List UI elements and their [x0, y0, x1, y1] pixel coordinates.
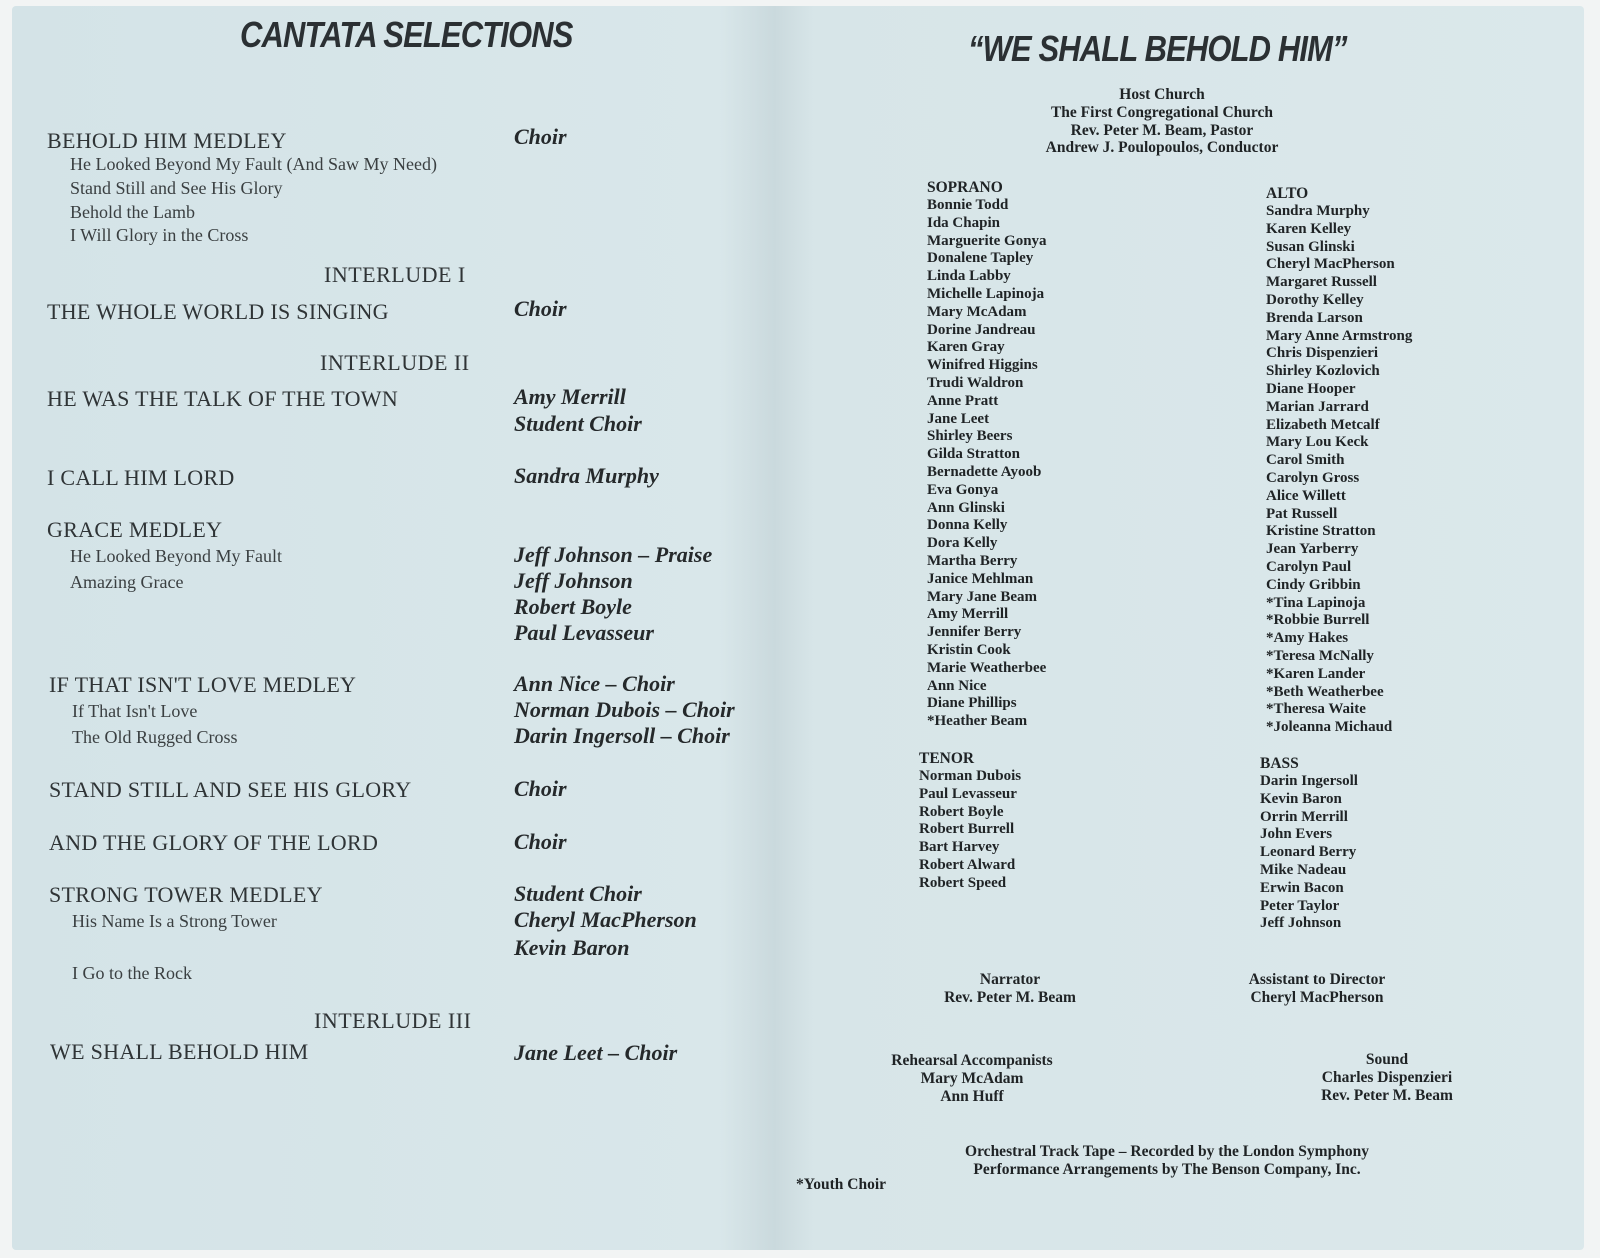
accompanist-name: Ann Huff: [940, 1087, 1004, 1105]
member-name: Robert Alward: [919, 856, 1016, 873]
assistant-block: [1207, 971, 1427, 1007]
member-name: Amy Merrill: [927, 606, 1009, 623]
performer: Jane Leet – Choir: [514, 1040, 678, 1065]
performer: Amy Merrill: [514, 384, 626, 409]
member-name: *Robbie Burrell: [1266, 612, 1370, 629]
section-heading: BASS: [1260, 755, 1299, 772]
member-name: Mary Jane Beam: [927, 588, 1037, 605]
performer: Jeff Johnson – Praise: [514, 542, 713, 567]
member-name: Donalene Tapley: [927, 250, 1034, 267]
performer: Choir: [514, 829, 567, 854]
song-title: Stand Still and See His Glory: [70, 178, 283, 198]
selection-title: THE WHOLE WORLD IS SINGING: [47, 299, 389, 324]
song-title: I Go to the Rock: [72, 963, 192, 983]
performer: Robert Boyle: [514, 594, 632, 619]
member-name: Kristine Stratton: [1266, 523, 1376, 540]
member-name: Linda Labby: [927, 268, 1011, 285]
performer: Kevin Baron: [514, 935, 630, 960]
performer: Choir: [514, 124, 567, 149]
member-name: *Joleanna Michaud: [1266, 719, 1393, 736]
selection-title: I CALL HIM LORD: [47, 465, 235, 490]
member-name: Brenda Larson: [1266, 309, 1363, 326]
performer: Paul Levasseur: [514, 620, 654, 645]
member-name: Winifred Higgins: [927, 357, 1038, 374]
narrator-name: Rev. Peter M. Beam: [944, 988, 1076, 1006]
member-name: Carolyn Paul: [1266, 558, 1352, 575]
member-name: Norman Dubois: [919, 768, 1022, 784]
orchestral-credit: Orchestral Track Tape – Recorded by the London Symphony: [965, 1143, 1369, 1160]
cantata-title: “WE SHALL BEHOLD HIM”: [968, 28, 1347, 69]
alto-section: [1266, 185, 1412, 737]
section-heading: TENOR: [919, 750, 975, 767]
pastor: Rev. Peter M. Beam, Pastor: [1070, 121, 1254, 139]
member-name: Janice Mehlman: [927, 570, 1034, 587]
member-name: Martha Berry: [927, 552, 1018, 569]
member-name: Shirley Beers: [927, 428, 1013, 445]
host-church: The First Congregational Church: [1050, 103, 1274, 121]
member-name: Ann Nice: [927, 677, 987, 694]
performer: Sandra Murphy: [514, 463, 659, 488]
performer: Student Choir: [514, 881, 642, 906]
selection-title: HE WAS THE TALK OF THE TOWN: [47, 386, 399, 411]
narrator-block: [910, 971, 1110, 1007]
song-title: If That Isn't Love: [72, 701, 198, 721]
performer: Choir: [514, 776, 567, 801]
song-title: He Looked Beyond My Fault: [70, 546, 282, 566]
youth-choir-note: *Youth Choir: [796, 1176, 887, 1193]
section-heading: ALTO: [1266, 185, 1309, 202]
performer: Choir: [514, 296, 567, 321]
member-name: Karen Gray: [927, 339, 1005, 356]
accompanist-name: Mary McAdam: [920, 1069, 1024, 1087]
member-name: *Teresa McNally: [1266, 647, 1374, 664]
member-name: Marian Jarrard: [1266, 398, 1369, 415]
page-title: CANTATA SELECTIONS: [240, 14, 573, 55]
member-name: Diane Phillips: [927, 695, 1017, 712]
soprano-section: [927, 179, 1047, 731]
sound-name: Rev. Peter M. Beam: [1321, 1086, 1453, 1104]
member-name: Orrin Merrill: [1260, 808, 1348, 825]
song-title: He Looked Beyond My Fault (And Saw My Need): [70, 154, 437, 174]
sound-name: Charles Dispenzieri: [1321, 1068, 1453, 1086]
member-name: Mary Lou Keck: [1266, 434, 1369, 451]
conductor: Andrew J. Poulopoulos, Conductor: [1045, 139, 1279, 157]
arrangement-credit: Performance Arrangements by The Benson Company, Inc.: [973, 1160, 1361, 1178]
member-name: Mary Anne Armstrong: [1266, 327, 1413, 344]
host-info: [952, 86, 1372, 157]
member-name: Bonnie Todd: [927, 197, 1009, 213]
member-name: Diane Hooper: [1266, 380, 1356, 397]
member-list: [919, 768, 1021, 893]
member-name: Carol Smith: [1266, 452, 1345, 469]
selection-title: GRACE MEDLEY: [47, 517, 223, 542]
section-heading: SOPRANO: [927, 179, 1003, 196]
song-title: I Will Glory in the Cross: [70, 225, 249, 245]
member-name: Robert Burrell: [919, 821, 1015, 838]
member-name: Margaret Russell: [1266, 274, 1377, 291]
song-title: His Name Is a Strong Tower: [72, 911, 277, 931]
member-name: *Karen Lander: [1266, 665, 1366, 682]
member-name: *Tina Lapinoja: [1266, 594, 1366, 611]
member-name: Dorothy Kelley: [1266, 291, 1364, 308]
performer: Norman Dubois – Choir: [514, 697, 735, 722]
selection-title: STRONG TOWER MEDLEY: [49, 882, 323, 907]
member-name: Robert Boyle: [919, 803, 1004, 820]
member-name: Leonard Berry: [1260, 844, 1357, 861]
member-name: Karen Kelley: [1266, 220, 1352, 237]
member-name: *Theresa Waite: [1266, 701, 1366, 718]
member-name: Trudi Waldron: [927, 374, 1024, 391]
member-name: Ida Chapin: [927, 214, 1000, 231]
member-name: Gilda Stratton: [927, 446, 1020, 463]
performer: Ann Nice – Choir: [514, 671, 675, 696]
member-name: Eva Gonya: [927, 481, 999, 498]
member-name: Pat Russell: [1266, 505, 1338, 522]
assistant-label: Assistant to Director: [1248, 971, 1386, 988]
interlude: INTERLUDE I: [324, 262, 466, 287]
member-name: Kristin Cook: [927, 641, 1011, 658]
interlude: INTERLUDE II: [320, 350, 470, 375]
performer: Cheryl MacPherson: [514, 907, 697, 932]
footer-credits: [922, 1143, 1412, 1179]
member-name: Darin Ingersoll: [1260, 773, 1358, 789]
member-list: [927, 197, 1047, 731]
member-name: Paul Levasseur: [919, 785, 1017, 802]
selection-title: BEHOLD HIM MEDLEY: [47, 128, 287, 153]
member-name: Susan Glinski: [1266, 238, 1355, 255]
performer: Jeff Johnson: [514, 568, 633, 593]
member-name: Jane Leet: [927, 410, 990, 427]
cast-page: [796, 6, 1584, 1250]
member-list: [1260, 773, 1358, 933]
bass-section: [1260, 755, 1358, 933]
member-name: Marguerite Gonya: [927, 232, 1047, 249]
member-name: Kevin Baron: [1260, 790, 1342, 807]
member-name: Chris Dispenzieri: [1266, 345, 1379, 362]
sound-block: [1287, 1051, 1487, 1104]
member-name: *Amy Hakes: [1266, 630, 1349, 647]
accompanists-label: Rehearsal Accompanists: [891, 1052, 1053, 1069]
member-name: Alice Willett: [1266, 487, 1346, 504]
member-name: Ann Glinski: [927, 499, 1005, 516]
member-name: Peter Taylor: [1260, 897, 1340, 914]
member-name: John Evers: [1260, 826, 1333, 843]
selection-title: STAND STILL AND SEE HIS GLORY: [49, 777, 412, 802]
member-name: Sandra Murphy: [1266, 203, 1370, 219]
song-title: Behold the Lamb: [70, 202, 195, 222]
member-list: [1266, 203, 1412, 737]
member-name: Bart Harvey: [919, 839, 1000, 856]
member-name: Shirley Kozlovich: [1266, 363, 1380, 380]
member-name: *Heather Beam: [927, 713, 1028, 730]
member-name: Donna Kelly: [927, 517, 1008, 534]
member-name: *Beth Weatherbee: [1266, 683, 1384, 700]
host-label: Host Church: [1119, 86, 1205, 103]
member-name: Carolyn Gross: [1266, 469, 1360, 486]
member-name: Mike Nadeau: [1260, 861, 1347, 878]
interlude: INTERLUDE III: [314, 1008, 472, 1033]
sound-label: Sound: [1365, 1051, 1409, 1068]
tenor-section: [919, 750, 1021, 893]
member-name: Mary McAdam: [927, 303, 1027, 320]
song-title: Amazing Grace: [70, 572, 184, 592]
cantata-selections-page: [12, 6, 792, 1250]
member-name: Cindy Gribbin: [1266, 576, 1361, 593]
member-name: Dora Kelly: [927, 535, 998, 552]
member-name: Anne Pratt: [927, 392, 999, 409]
program-sheet: [12, 6, 1584, 1250]
selection-title: WE SHALL BEHOLD HIM: [50, 1039, 309, 1064]
member-name: Robert Speed: [919, 874, 1007, 891]
member-name: Jeff Johnson: [1260, 915, 1342, 932]
member-name: Cheryl MacPherson: [1266, 256, 1395, 273]
member-name: Bernadette Ayoob: [927, 463, 1042, 480]
member-name: Marie Weatherbee: [927, 659, 1047, 676]
narrator-label: Narrator: [979, 971, 1041, 988]
member-name: Michelle Lapinoja: [927, 285, 1045, 302]
member-name: Erwin Bacon: [1260, 879, 1344, 896]
selection-title: IF THAT ISN'T LOVE MEDLEY: [49, 672, 357, 697]
accompanists-block: [862, 1052, 1082, 1105]
performer: Darin Ingersoll – Choir: [514, 723, 730, 748]
member-name: Elizabeth Metcalf: [1266, 416, 1380, 433]
assistant-name: Cheryl MacPherson: [1250, 988, 1384, 1006]
member-name: Jennifer Berry: [927, 624, 1022, 641]
performer: Student Choir: [514, 411, 642, 436]
member-name: Jean Yarberry: [1266, 541, 1359, 558]
selection-title: AND THE GLORY OF THE LORD: [49, 830, 379, 855]
member-name: Dorine Jandreau: [927, 321, 1036, 338]
song-title: The Old Rugged Cross: [72, 727, 238, 747]
